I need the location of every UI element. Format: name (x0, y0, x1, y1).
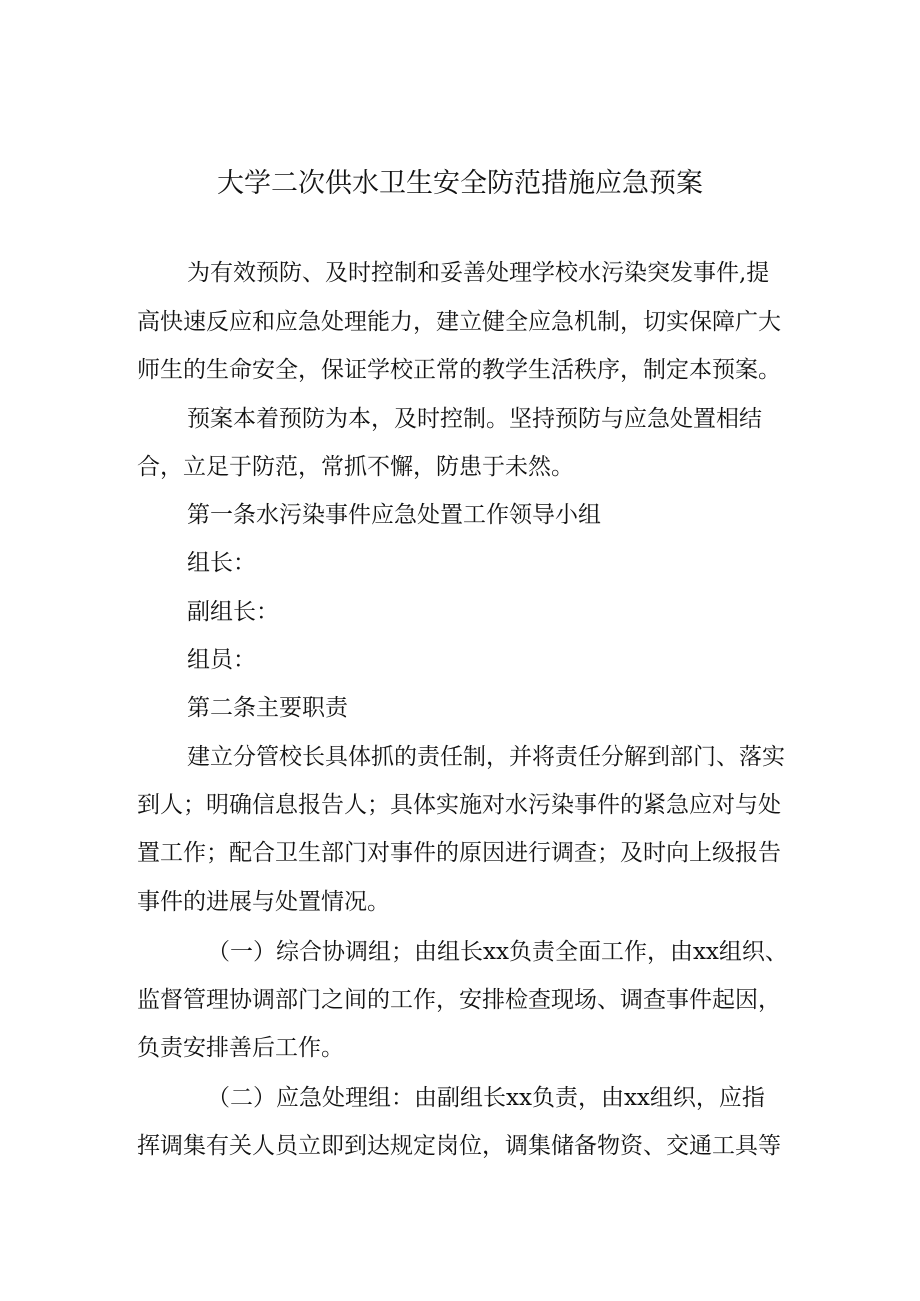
paragraph-line: 监督管理协调部门之间的工作，安排检查现场、调查事件起因， (137, 987, 781, 1013)
paragraph-line: 为有效预防、及时控制和妥善处理学校水污染突发事件,提 (187, 260, 770, 286)
paragraph-line: 到人；明确信息报告人；具体实施对水污染事件的紧急应对与处 (137, 792, 781, 818)
field-label: 组长： (187, 550, 256, 576)
section-heading: 第二条主要职责 (187, 695, 348, 721)
paragraph-line: （二）应急处理组：由副组长xx负责，由xx组织，应指 (207, 1085, 765, 1111)
paragraph-line: 建立分管校长具体抓的责任制，并将责任分解到部门、落实 (187, 744, 785, 770)
paragraph-line: 事件的进展与处置情况。 (137, 889, 390, 915)
paragraph-line: 合，立足于防范，常抓不懈，防患于未然。 (137, 454, 574, 480)
paragraph-line: （一）综合协调组；由组长xx负责全面工作，由xx组织、 (207, 939, 788, 965)
paragraph-line: 挥调集有关人员立即到达规定岗位，调集储备物资、交通工具等 (137, 1133, 781, 1159)
paragraph-line: 负责安排善后工作。 (137, 1035, 344, 1061)
field-label: 副组长： (187, 599, 279, 625)
field-label: 组员： (187, 647, 256, 673)
paragraph-line: 置工作；配合卫生部门对事件的原因进行调查；及时向上级报告 (137, 840, 781, 866)
section-heading: 第一条水污染事件应急处置工作领导小组 (187, 502, 601, 528)
paragraph-line: 预案本着预防为本，及时控制。坚持预防与应急处置相结 (187, 406, 762, 432)
document-title: 大学二次供水卫生安全防范措施应急预案 (217, 168, 703, 199)
paragraph-line: 高快速反应和应急处理能力，建立健全应急机制，切实保障广大 (137, 309, 781, 335)
paragraph-line: 师生的生命安全，保证学校正常的教学生活秩序，制定本预案。 (137, 357, 781, 383)
